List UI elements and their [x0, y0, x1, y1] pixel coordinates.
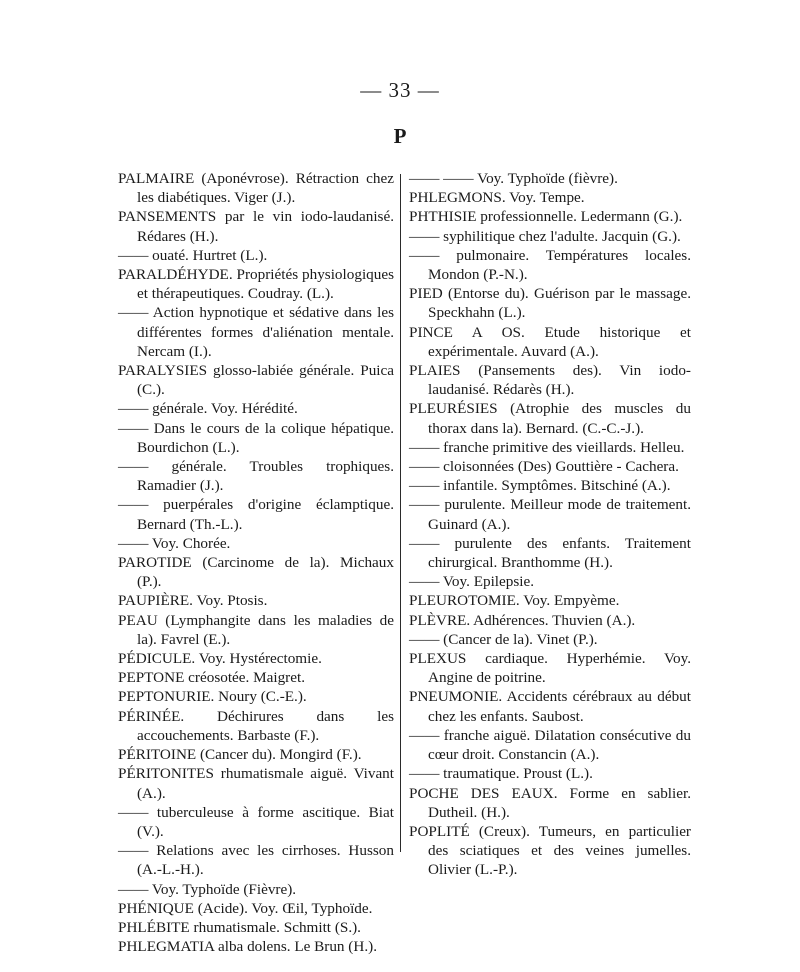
index-entry: —— purulente des enfants. Traitement chirurgical. Branthomme (H.).: [409, 534, 691, 572]
index-entry: —— Voy. Typhoïde (Fièvre).: [118, 880, 297, 898]
index-entry: —— infantile. Symptômes. Bitschiné (A.).: [409, 477, 671, 495]
index-entry: —— puerpérales d'origine éclamptique. Bernard (Th.-L.).: [118, 496, 394, 533]
index-entry: PARALDÉHYDE. Propriétés physiologiques et thérapeutiques. Coudray. (L.).: [118, 266, 394, 303]
index-entry: PLAIES (Pansements des). Vin iodo-laudanisé. Rédarès (H.).: [409, 362, 691, 399]
index-entry: —— purulente. Meilleur mode de traitement. Guinard (A.).: [409, 496, 691, 533]
index-entry: PHTHISIE professionnelle. Ledermann (G.).: [409, 208, 683, 226]
index-entry: POCHE DES EAUX. Forme en sablier. Dutheil. (H.).: [409, 784, 691, 821]
index-entry: PARALYSIES glosso-labiée générale. Puica (C.).: [118, 362, 394, 399]
index-entry: —— Dans le cours de la colique hépatique. Bourdichon (L.).: [118, 419, 394, 456]
index-entry: PÉRITOINE (Cancer du). Mongird (F.).: [118, 746, 362, 764]
index-entry: —— Voy. Epilepsie.: [409, 573, 535, 591]
index-entry: —— générale. Voy. Hérédité.: [118, 400, 298, 418]
index-entry: PNEUMONIE. Accidents cérébraux au début chez les enfants. Saubost.: [409, 688, 691, 725]
index-entry: —— —— Voy. Typhoïde (fièvre).: [409, 170, 618, 187]
index-entry: PHÉNIQUE (Acide). Voy. Œil, Typhoïde.: [118, 899, 373, 917]
index-entry: PÉRINÉE. Déchirures dans les accouchements. Barbaste (F.).: [118, 707, 394, 744]
section-letter: P: [393, 124, 407, 148]
index-entry: PLEXUS cardiaque. Hyperhémie. Voy. Angine de poitrine.: [409, 650, 691, 687]
index-entry: —— franche aiguë. Dilatation consécutive du cœur droit. Constancin (A.).: [409, 726, 691, 764]
index-entry: —— franche primitive des vieillards. Helleu.: [409, 438, 685, 456]
index-entry: PLEURÉSIES (Atrophie des muscles du thorax dans la). Bernard. (C.-C.-J.).: [409, 400, 691, 437]
index-entry: PLÈVRE. Adhérences. Thuvien (A.).: [409, 611, 636, 629]
index-entry: PHLÉBITE rhumatismale. Schmitt (S.).: [118, 918, 361, 936]
page-number: — 33 —: [360, 78, 440, 102]
index-entry: PALMAIRE (Aponévrose). Rétraction chez les diabétiques. Viger (J.).: [118, 170, 394, 207]
index-entry: —— Action hypnotique et sédative dans les différentes formes d'aliénation mentale. Nercam (I.).: [118, 304, 394, 360]
index-entry: PANSEMENTS par le vin iodo-laudanisé. Rédares (H.).: [118, 208, 394, 245]
index-entry: PAUPIÈRE. Voy. Ptosis.: [118, 592, 268, 610]
index-entry: PÉDICULE. Voy. Hystérectomie.: [118, 650, 322, 668]
index-entry: PHLEGMONS. Voy. Tempe.: [409, 189, 585, 207]
index-entry: —— syphilitique chez l'adulte. Jacquin (G.).: [409, 227, 681, 245]
index-entry: —— pulmonaire. Températures locales. Mondon (P.-N.).: [409, 246, 691, 284]
column-divider: [400, 174, 401, 852]
index-entry: —— Voy. Chorée.: [118, 534, 231, 552]
left-column: [118, 169, 394, 956]
index-entry: —— ouaté. Hurtret (L.).: [118, 246, 268, 264]
index-entry: PIED (Entorse du). Guérison par le massage. Speckhahn (L.).: [409, 285, 691, 322]
index-entry: PAROTIDE (Carcinome de la). Michaux (P.).: [118, 554, 394, 591]
index-entry: PEPTONURIE. Noury (C.-E.).: [118, 688, 307, 706]
index-entry: —— (Cancer de la). Vinet (P.).: [409, 630, 598, 648]
index-entry: —— générale. Troubles trophiques. Ramadier (J.).: [118, 458, 394, 495]
index-entry: POPLITÉ (Creux). Tumeurs, en particulier des sciatiques et des veines jumelles. Olivier (L.-P.).: [409, 822, 691, 879]
index-entry: —— traumatique. Proust (L.).: [409, 765, 593, 783]
index-entry: —— Relations avec les cirrhoses. Husson (A.-L.-H.).: [118, 842, 394, 879]
index-entry: —— cloisonnées (Des) Gouttière - Cachera.: [409, 458, 679, 476]
right-column: [409, 169, 691, 880]
index-entry: PEPTONE créosotée. Maigret.: [118, 669, 305, 687]
index-entry: PHLEGMATIA alba dolens. Le Brun (H.).: [118, 938, 377, 956]
index-entry: —— tuberculeuse à forme ascitique. Biat (V.).: [118, 803, 394, 840]
index-entry: PLEUROTOMIE. Voy. Empyème.: [409, 592, 620, 610]
index-entry: PINCE A OS. Etude historique et expérimentale. Auvard (A.).: [409, 323, 691, 360]
index-entry: PEAU (Lymphangite dans les maladies de la). Favrel (E.).: [118, 611, 394, 648]
index-entry: PÉRITONITES rhumatismale aiguë. Vivant (A.).: [118, 765, 394, 802]
